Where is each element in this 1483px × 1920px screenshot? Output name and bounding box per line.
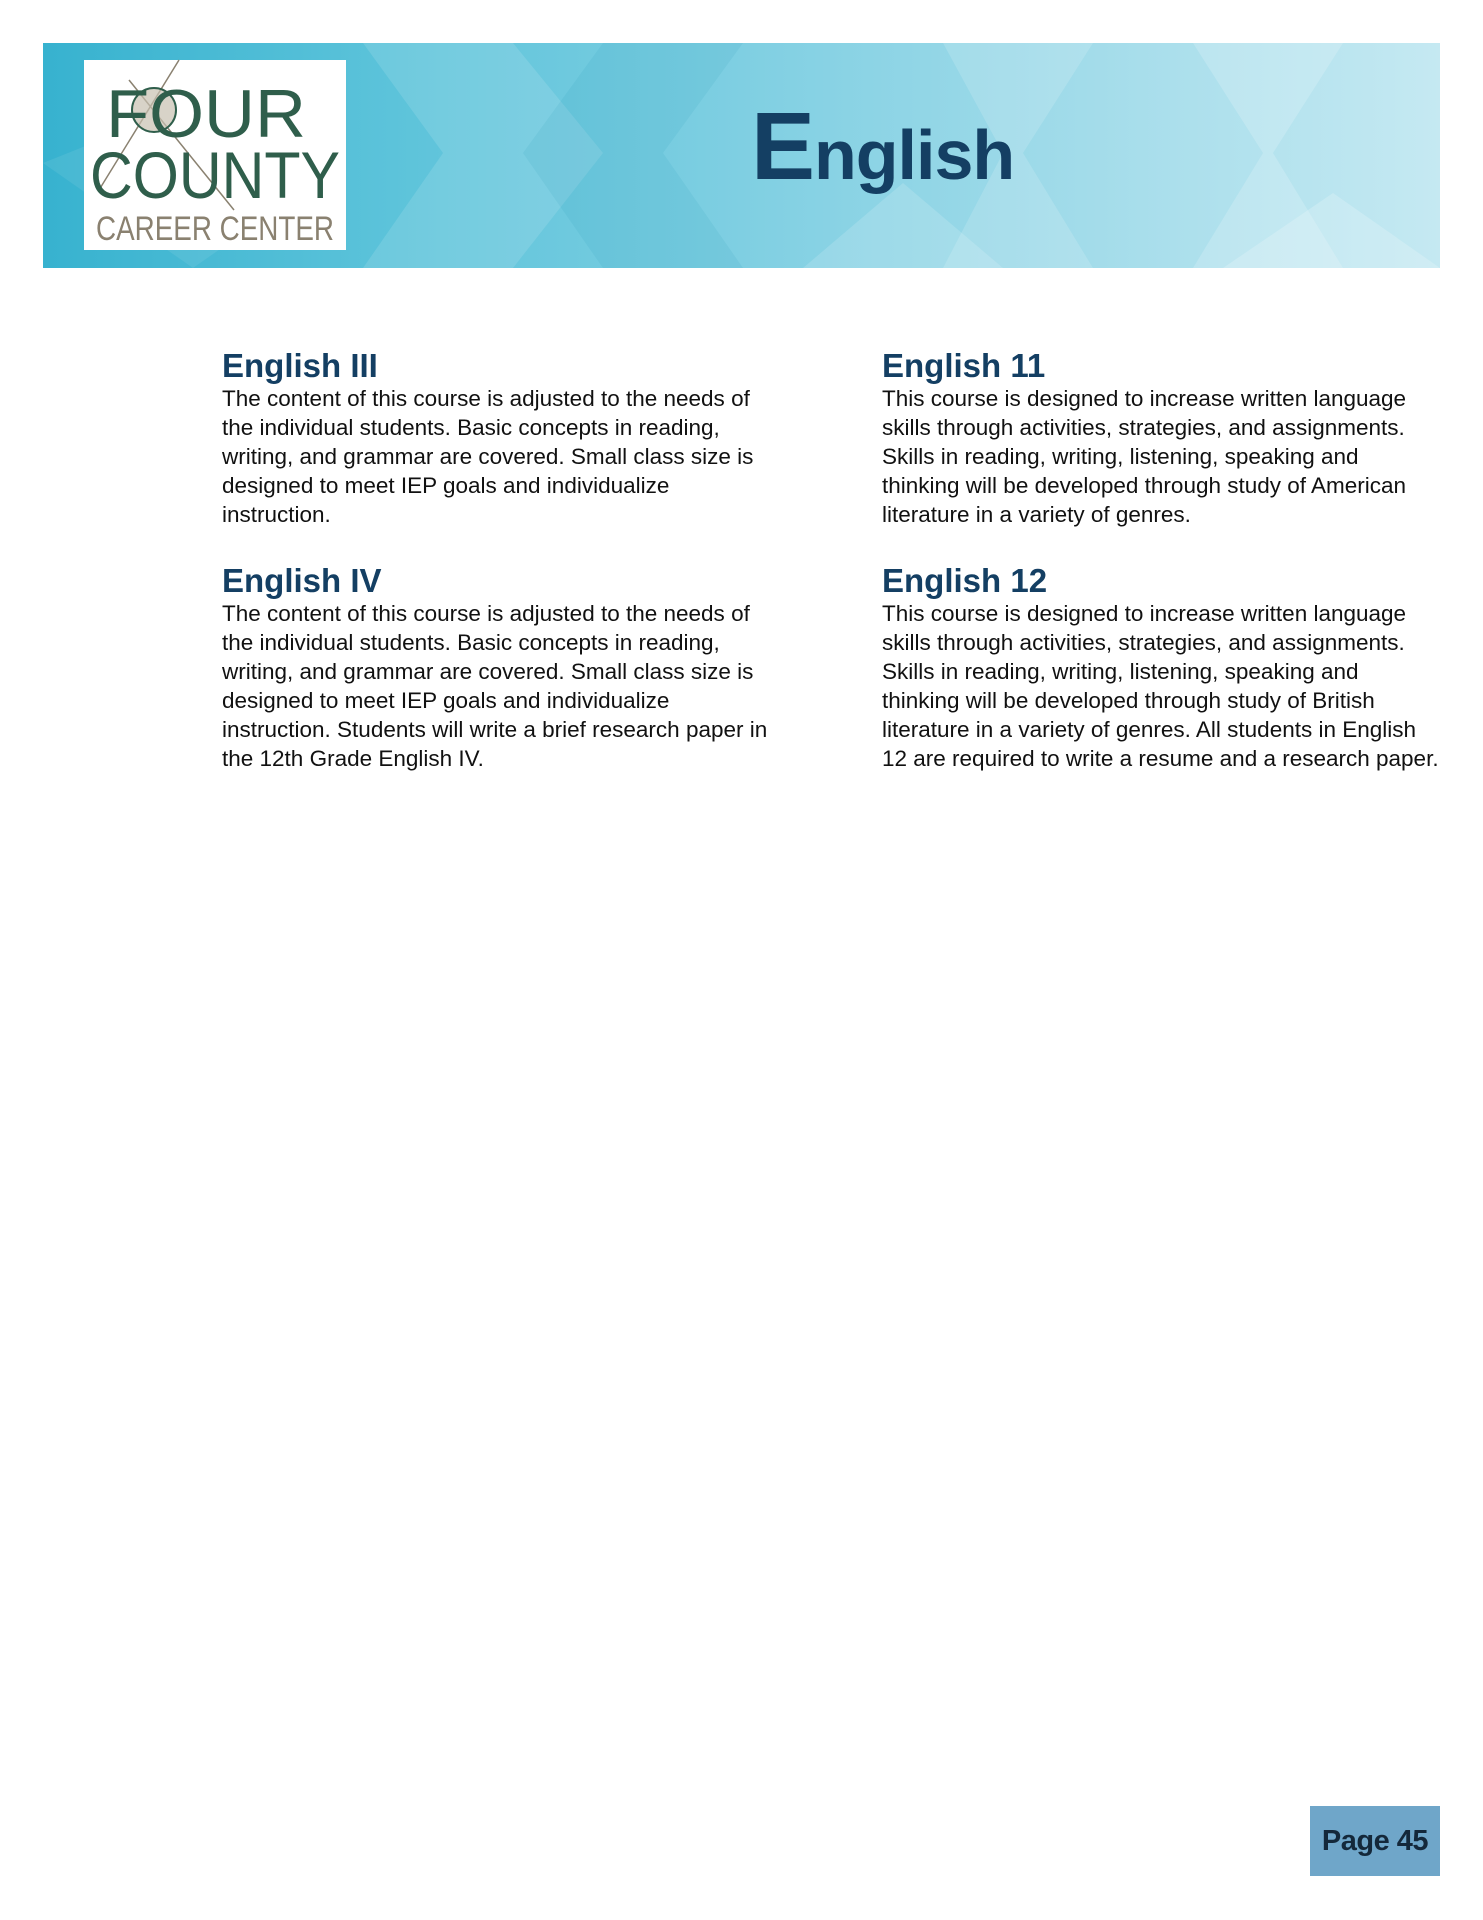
page-number-label: Page 45 xyxy=(1321,1824,1429,1857)
course-description: The content of this course is adjusted to the needs of the individual students. Basic concepts in reading, writing, and grammar are covered. Small class size is designed to meet IEP goals and individualize instruction. xyxy=(222,386,754,527)
page-title-initial: E xyxy=(751,93,815,200)
logo-line3: CAREER CENTER xyxy=(96,210,334,248)
header-banner xyxy=(43,43,1440,268)
course-description: This course is designed to increase written language skills through activities, strategies, and assignments. Skills in reading, writing, listening, speaking and thinking will be developed through study of American literature in a variety of genres. xyxy=(882,386,1407,527)
logo-line1: FOUR xyxy=(106,76,306,152)
page-title xyxy=(751,93,1015,200)
course-description: The content of this course is adjusted to the needs of the individual students. Basic concepts in reading, writing, and grammar are covered. Small class size is designed to meet IEP goals and individualize instruction. Students will write a brief research paper in the 12th Grade English IV. xyxy=(222,601,768,771)
course-english-12 xyxy=(882,563,1442,773)
course-english-11 xyxy=(882,348,1442,529)
logo-line2: COUNTY xyxy=(90,138,340,212)
course-english-iv xyxy=(222,563,782,773)
page-title-rest: nglish xyxy=(814,116,1015,194)
course-title: English III xyxy=(222,347,378,384)
logo-graphic xyxy=(84,60,346,250)
course-title: English 12 xyxy=(882,562,1048,599)
course-title: English 11 xyxy=(882,347,1046,384)
course-english-iii xyxy=(222,348,782,529)
four-county-logo xyxy=(84,60,346,250)
course-title: English IV xyxy=(222,562,382,599)
page-number-badge xyxy=(1310,1806,1440,1876)
course-description: This course is designed to increase written language skills through activities, strategies, and assignments. Skills in reading, writing, listening, speaking and thinking will be developed through study of British literature in a variety of genres. All students in English 12 are required to write a resume and a research paper. xyxy=(882,601,1439,771)
